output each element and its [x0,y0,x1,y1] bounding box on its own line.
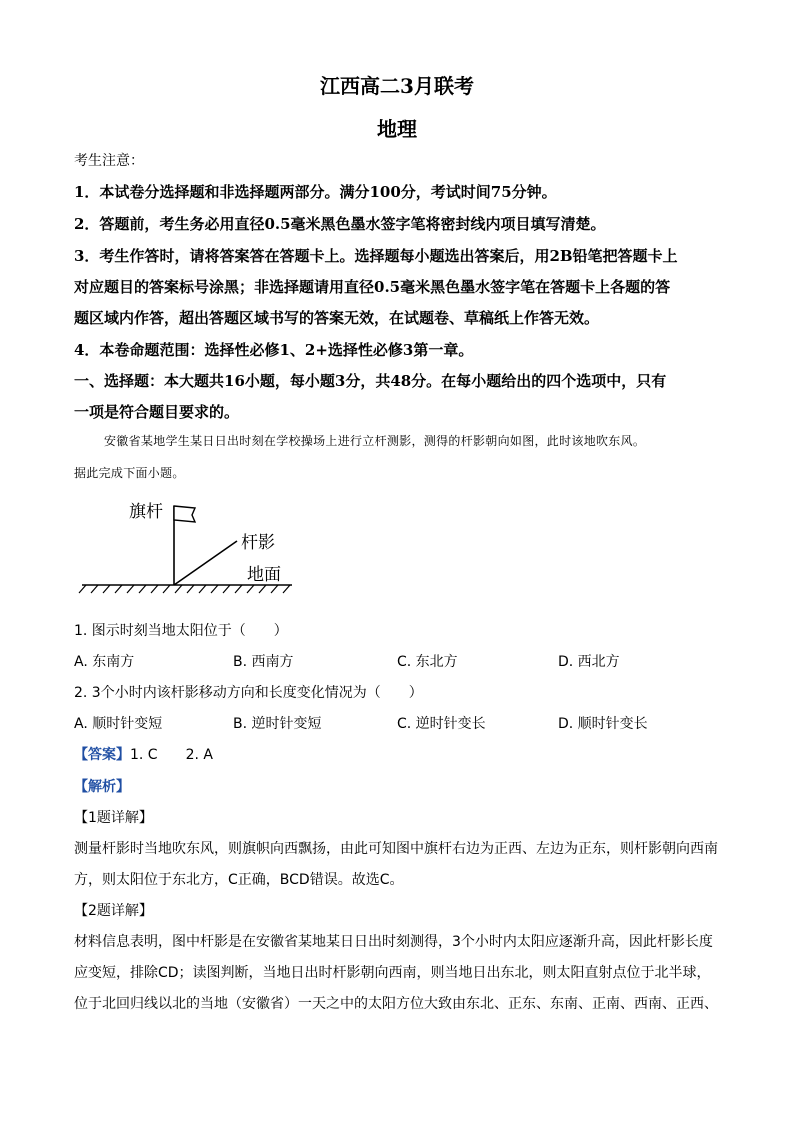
detail-2-text: 应变短，排除CD；读图判断，当地日出时杆影朝向西南，则当地日出东北，则太阳直射点位于北半球， [74,965,711,981]
detail-1-text: 方，则太阳位于东北方，C正确，BCD错误。故选C。 [74,872,404,888]
shadow-line [174,541,237,585]
notice-heading: 考生注意： [74,153,144,169]
notice-item: 2．答题前，考生务必用直径0.5毫米黑色墨水签字笔将密封线内项目填写清楚。 [74,215,606,233]
material-text: 安徽省某地学生某日日出时刻在学校操场上进行立杆测影，测得的杆影朝向如图，此时该地吹东风。 [104,434,646,448]
subject-title: 地理 [377,117,417,141]
detail-2-tag: 【2题详解】 [74,903,153,919]
question-stem: 2. 3个小时内该杆影移动方向和长度变化情况为（ ） [74,685,423,701]
notice-item: 3．考生作答时，请将答案答在答题卡上。选择题每小题选出答案后，用2B铅笔把答题卡上 [74,247,678,265]
option-d: D. 顺时针变长 [558,716,648,732]
section-instruction: 一、选择题：本大题共16小题，每小题3分，共48分。在每小题给出的四个选项中，只有 [74,372,667,390]
flag-shape [174,506,195,522]
section-instruction: 一项是符合题目要求的。 [74,403,240,421]
exam-title: 江西高二3月联考 [320,74,474,98]
answer-line [74,744,213,764]
detail-2-text: 材料信息表明，图中杆影是在安徽省某地某日日出时刻测得，3个小时内太阳应逐渐升高，因此杆影长度 [74,934,713,950]
detail-1-tag: 【1题详解】 [74,810,153,826]
material-text: 据此完成下面小题。 [74,466,185,480]
option-b: B. 西南方 [233,654,294,670]
answer-tag: 【答案】 [74,747,130,763]
question-stem: 1. 图示时刻当地太阳位于（ ） [74,623,288,639]
option-b: B. 逆时针变短 [233,716,322,732]
flagpole-label: 旗杆 [129,502,163,522]
notice-item: 对应题目的答案标号涂黑；非选择题请用直径0.5毫米黑色墨水签字笔在答题卡上各题的答 [74,278,671,296]
option-a: A. 东南方 [74,654,135,670]
detail-2-text: 位于北回归线以北的当地（安徽省）一天之中的太阳方位大致由东北、正东、东南、正南、西南、正西、 [74,996,718,1012]
option-d: D. 西北方 [558,654,620,670]
detail-1-text: 测量杆影时当地吹东风，则旗帜向西飘扬，由此可知图中旗杆右边为正西、左边为正东，则杆影朝向西南 [74,841,718,857]
option-c: C. 东北方 [397,654,458,670]
notice-item: 题区域内作答，超出答题区域书写的答案无效，在试题卷、草稿纸上作答无效。 [74,309,600,327]
answer-q1: 1. C [130,747,158,763]
shadow-diagram-svg [74,495,314,595]
analysis-tag: 【解析】 [74,779,130,795]
answer-q2: 2. A [185,747,213,763]
ground-label: 地面 [247,565,281,585]
ground-hatching [79,585,290,593]
shadow-label: 杆影 [241,533,275,553]
option-c: C. 逆时针变长 [397,716,486,732]
notice-item: 4．本卷命题范围：选择性必修1、2+选择性必修3第一章。 [74,341,474,359]
notice-item: 1．本试卷分选择题和非选择题两部分。满分100分，考试时间75分钟。 [74,183,557,201]
option-a: A. 顺时针变短 [74,716,163,732]
shadow-diagram [74,495,314,595]
